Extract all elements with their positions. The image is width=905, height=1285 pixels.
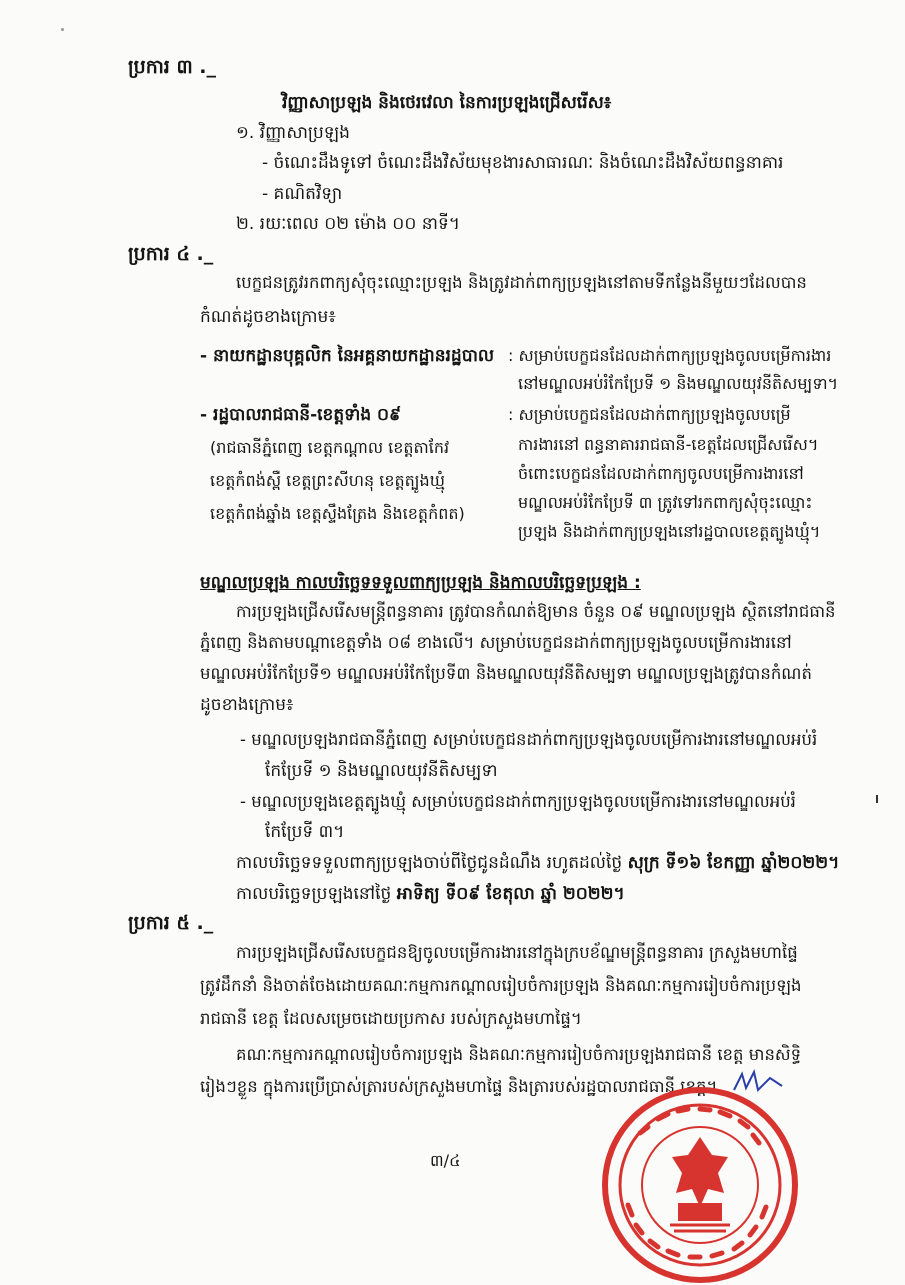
center2-line2: កែប្រែទី ៣។ (265, 822, 345, 842)
exam-centers-para-line1: ការប្រឡងជ្រើសរើសមន្ត្រីពន្ធនាគារ ត្រូវបានកំណត់ឱ្យមាន ចំនួន ០៩ មណ្ឌលប្រឡង ស្ថិតនៅរាជធានី (236, 602, 836, 621)
article3-bullet1: - ចំណេះដឹងទូទៅ ចំណេះដឹងវិស័យមុខងារសាធារណៈ និងចំណេះដឹងវិស័យពន្ធនាគារ (262, 153, 784, 173)
location1-desc-line2: នៅមណ្ឌលអប់រំកែប្រែទី ១ និងមណ្ឌលយុវនីតិសម្បទា។ (518, 374, 839, 393)
page-number: ៣/៤ (430, 1151, 461, 1170)
application-deadline (236, 852, 839, 874)
location2-desc-line5: ប្រឡង និងដាក់ពាក្យប្រឡងនៅរដ្ឋបាលខេត្តត្បូងឃ្មុំ។ (518, 522, 821, 541)
location2-provinces-line2: ខេត្តកំពង់ស្ពឺ ខេត្តព្រះសីហនុ ខេត្តត្បូងឃ្មុំ (210, 471, 445, 490)
location2-desc-line2: ការងារនៅ ពន្ធនាគាររាជធានី-ខេត្តដែលជ្រើសរើស។ (518, 435, 819, 454)
article5-p2-line2: រៀងៗខ្លួន ក្នុងការប្រើប្រាស់ត្រារបស់ក្រសួងមហាផ្ទៃ និងត្រារបស់រដ្ឋបាលរាជធានី ខេត្ត។ (200, 1077, 718, 1096)
article4-heading: ប្រការ ៤ ._ (128, 243, 214, 265)
center1-line2: កែប្រែទី ១ និងមណ្ឌលយុវនីតិសម្បទា (265, 761, 498, 781)
exam-date (236, 883, 625, 905)
exam-centers-para-line4: ដូចខាងក្រោម៖ (200, 695, 294, 715)
article5-heading: ប្រការ ៥ ._ (128, 912, 214, 934)
center1-line1: - មណ្ឌលប្រឡងរាជធានីភ្នំពេញ សម្រាប់បេក្ខជនដាក់ពាក្យប្រឡងចូលបម្រើការងារនៅមណ្ឌលអប់រំ (240, 730, 818, 749)
article3-bullet2: - គណិតវិទ្យា (262, 184, 343, 204)
exam-centers-para-line3: មណ្ឌលអប់រំកែប្រែទី១ មណ្ឌលអប់រំកែប្រែទី៣ និងមណ្ឌលយុវនីតិសម្បទា មណ្ឌលប្រឡងត្រូវបានកំណត់ (200, 664, 812, 683)
application-deadline-date: សុក្រ ទី១៦ ខែកញ្ញា ឆ្នាំ២០២២។ (627, 853, 840, 873)
exam-date-value: អាទិត្យ ទី០៩ ខែតុលា ឆ្នាំ ២០២២។ (396, 884, 625, 904)
article5-p1-line1: ការប្រឡងជ្រើសរើសបេក្ខជនឱ្យចូលបម្រើការងារនៅក្នុងក្របខ័ណ្ឌមន្ត្រីពន្ធនាគារ ក្រសួងមហាផ្ទៃ (236, 943, 798, 962)
location2-name: - រដ្ឋបាលរាជធានី-ខេត្តទាំង ០៩ (200, 405, 402, 425)
article5-p1-line3: រាជធានី ខេត្ត ដែលសម្រេចដោយប្រកាស របស់ក្រសួងមហាផ្ទៃ។ (200, 1009, 582, 1028)
location2-desc-line1: : សម្រាប់បេក្ខជនដែលដាក់ពាក្យប្រឡងចូលបម្រើ (508, 405, 791, 424)
exam-centers-para-line2: ភ្នំពេញ និងតាមបណ្ដាខេត្តទាំង ០៨ ខាងលើ។ សម្រាប់បេក្ខជនដាក់ពាក្យប្រឡងចូលបម្រើការងារនៅ (200, 633, 792, 652)
center2-line1: - មណ្ឌលប្រឡងខេត្តត្បូងឃ្មុំ សម្រាប់បេក្ខជនដាក់ពាក្យប្រឡងចូលបម្រើការងារនៅមណ្ឌលអប់រំ (240, 792, 796, 811)
exam-centers-subheading: មណ្ឌលប្រឡង កាលបរិច្ឆេទទទួលពាក្យប្រឡង និងកាលបរិច្ឆេទប្រឡង : (200, 573, 641, 593)
article4-intro-line2: កំណត់ដូចខាងក្រោម៖ (200, 307, 336, 327)
article4-intro-line1: បេក្ខជនត្រូវរកពាក្យសុំចុះឈ្មោះប្រឡង និងត្រូវដាក់ពាក្យប្រឡងនៅតាមទីកន្លែងនីមួយៗដែលបាន (236, 273, 807, 292)
official-seal-stamp (600, 1085, 800, 1285)
location2-provinces-line1: (រាជធានីភ្នំពេញ ខេត្តកណ្ដាល ខេត្តតាកែវ (210, 438, 450, 457)
location1-name: - នាយកដ្ឋានបុគ្គលិក នៃអគ្គនាយកដ្ឋានរដ្ឋបាល (200, 346, 495, 366)
exam-date-text: កាលបរិច្ឆេទប្រឡងនៅថ្ងៃ (236, 884, 392, 904)
article3-item2: ២. រយៈពេល ០២ ម៉ោង ០០ នាទី។ (236, 214, 460, 234)
article3-item1: ១. វិញ្ញាសាប្រឡង (236, 123, 350, 143)
location1-desc-line1: : សម្រាប់បេក្ខជនដែលដាក់ពាក្យប្រឡងចូលបម្រើការងារ (508, 346, 832, 365)
application-deadline-text: កាលបរិច្ឆេទទទួលពាក្យប្រឡងចាប់ពីថ្ងៃជូនដំណឹង រហូតដល់ថ្ងៃ (236, 853, 623, 873)
article5-p2-line1: គណៈកម្មការកណ្ដាលរៀបចំការប្រឡង និងគណៈកម្មការរៀបចំការប្រឡងរាជធានី ខេត្ត មានសិទ្ធិ (236, 1045, 802, 1064)
article5-p1-line2: ត្រូវដឹកនាំ និងចាត់ចែងដោយគណៈកម្មការកណ្ដាលរៀបចំការប្រឡង និងគណៈកម្មការរៀបចំការប្រឡង (200, 976, 802, 995)
article3-heading: ប្រការ ៣ ._ (128, 56, 217, 78)
scan-speck (61, 28, 64, 31)
location2-desc-line3: ចំពោះបេក្ខជនដែលដាក់ពាក្យចូលបម្រើការងារនៅ (518, 464, 804, 483)
location2-desc-line4: មណ្ឌលអប់រំកែប្រែទី ៣ ត្រូវទៅរកពាក្យសុំចុះឈ្មោះ (518, 493, 813, 512)
scan-mark (876, 795, 878, 803)
location2-provinces-line3: ខេត្តកំពង់ឆ្នាំង ខេត្តស្ទឹងត្រែង និងខេត្តកំពត) (210, 504, 465, 523)
article3-title: វិញ្ញាសាប្រឡង និងថេរវេលា នៃការប្រឡងជ្រើសរើស៖ (282, 93, 612, 113)
